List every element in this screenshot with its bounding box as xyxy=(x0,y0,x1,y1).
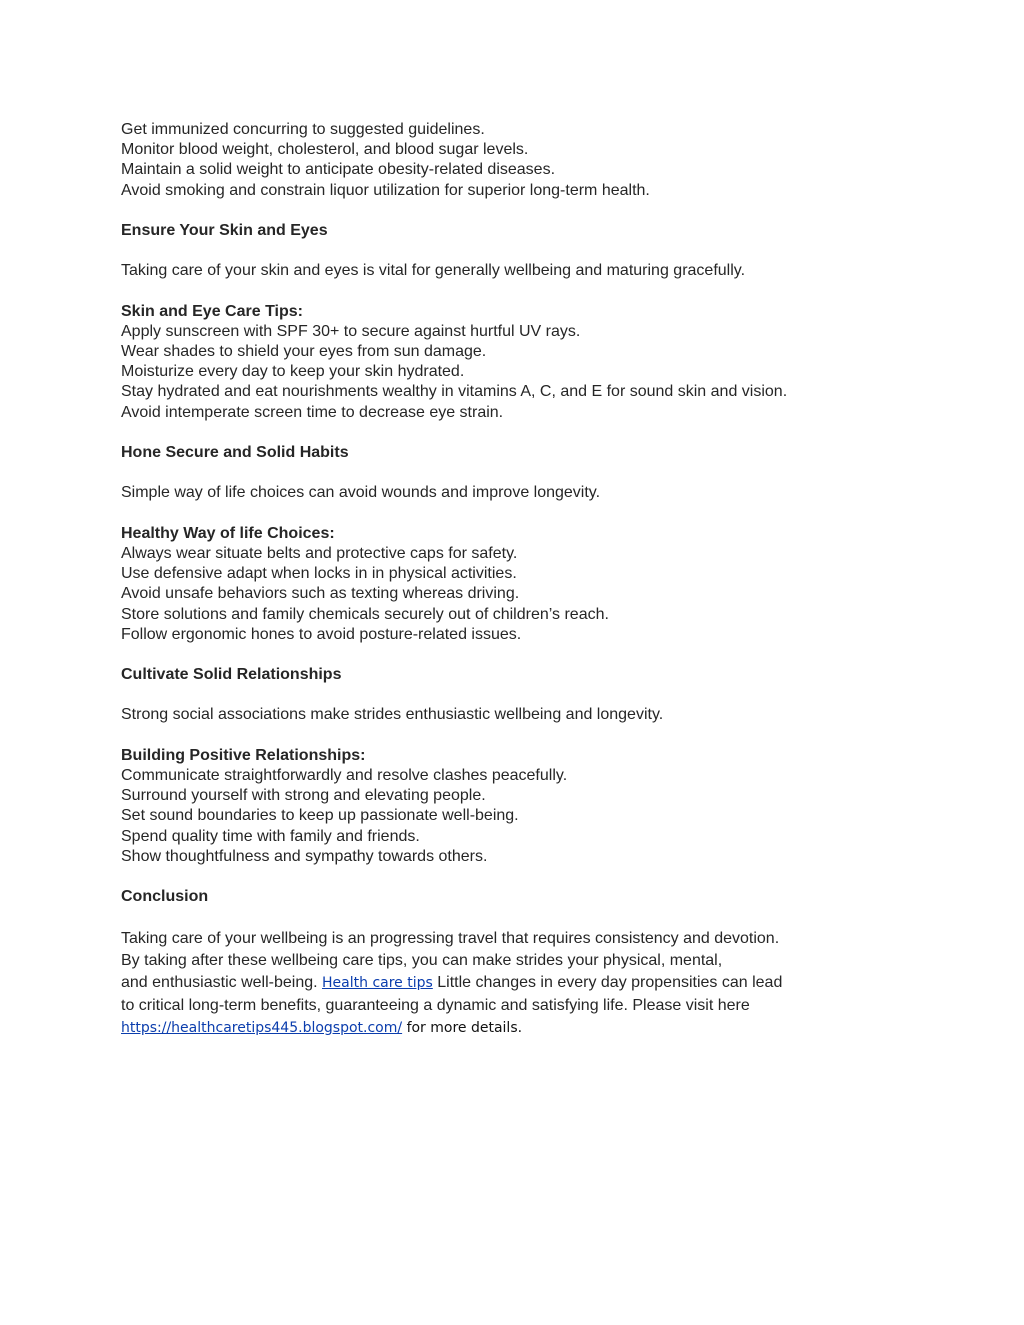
conclusion-line xyxy=(121,972,921,994)
section-heading: Hone Secure and Solid Habits xyxy=(121,444,349,461)
list-item: Maintain a solid weight to anticipate obesity-related diseases. xyxy=(121,161,556,179)
conclusion-text: and enthusiastic well-being. xyxy=(121,974,318,992)
subheading: Healthy Way of life Choices: xyxy=(121,524,335,542)
subheading: Building Positive Relationships: xyxy=(121,746,366,764)
conclusion-line xyxy=(121,1017,921,1039)
skin-eye-tips-list xyxy=(121,322,921,423)
conclusion-line: to critical long-term benefits, guaranteeing a dynamic and satisfying life. Please visit here xyxy=(121,996,750,1014)
conclusion-line: Taking care of your wellbeing is an progressing travel that requires consistency and devotion. xyxy=(121,929,780,947)
list-item: Set sound boundaries to keep up passionate well-being. xyxy=(121,807,519,825)
list-item: Spend quality time with family and friends. xyxy=(121,827,420,845)
list-item: Avoid unsafe behaviors such as texting whereas driving. xyxy=(121,585,520,603)
conclusion-paragraph xyxy=(121,928,921,1040)
document-page xyxy=(121,120,921,1039)
list-item: Show thoughtfulness and sympathy towards others. xyxy=(121,847,488,865)
list-item: Stay hydrated and eat nourishments wealthy in vitamins A, C, and E for sound skin and vision. xyxy=(121,383,788,401)
health-care-tips-link[interactable]: Health care tips xyxy=(322,975,433,992)
list-item: Communicate straightforwardly and resolve clashes peacefully. xyxy=(121,767,568,784)
list-item: Apply sunscreen with SPF 30+ to secure against hurtful UV rays. xyxy=(121,322,581,340)
list-item: Monitor blood weight, cholesterol, and blood sugar levels. xyxy=(121,141,529,159)
section-heading: Ensure Your Skin and Eyes xyxy=(121,221,328,239)
section-intro: Strong social associations make strides enthusiastic wellbeing and longevity. xyxy=(121,706,664,724)
section-intro: Simple way of life choices can avoid wounds and improve longevity. xyxy=(121,484,601,502)
list-item: Surround yourself with strong and elevating people. xyxy=(121,787,486,805)
conclusion-line: By taking after these wellbeing care tips, you can make strides your physical, mental, xyxy=(121,951,723,969)
list-item: Moisturize every day to keep your skin hydrated. xyxy=(121,363,465,381)
intro-list xyxy=(121,120,921,201)
list-item: Store solutions and family chemicals securely out of children’s reach. xyxy=(121,605,609,623)
subheading: Skin and Eye Care Tips: xyxy=(121,302,303,320)
section-heading: Conclusion xyxy=(121,888,209,906)
conclusion-tail: for more details. xyxy=(406,1020,523,1037)
list-item: Wear shades to shield your eyes from sun damage. xyxy=(121,343,487,361)
list-item: Follow ergonomic hones to avoid posture-related issues. xyxy=(121,625,522,643)
list-item: Always wear situate belts and protective caps for safety. xyxy=(121,544,518,562)
list-item: Avoid intemperate screen time to decrease eye strain. xyxy=(121,403,504,421)
list-item: Avoid smoking and constrain liquor utilization for superior long-term health. xyxy=(121,181,650,199)
list-item: Use defensive adapt when locks in in physical activities. xyxy=(121,565,517,583)
list-item: Get immunized concurring to suggested guidelines. xyxy=(121,121,485,138)
conclusion-text: Little changes in every day propensities can lead xyxy=(437,974,783,992)
section-heading: Cultivate Solid Relationships xyxy=(121,666,342,684)
healthy-choices-list xyxy=(121,544,921,645)
blog-url-link[interactable]: https://healthcaretips445.blogspot.com/ xyxy=(121,1020,403,1037)
section-intro: Taking care of your skin and eyes is vital for generally wellbeing and maturing gracefully. xyxy=(121,262,746,280)
relationships-list xyxy=(121,766,921,867)
